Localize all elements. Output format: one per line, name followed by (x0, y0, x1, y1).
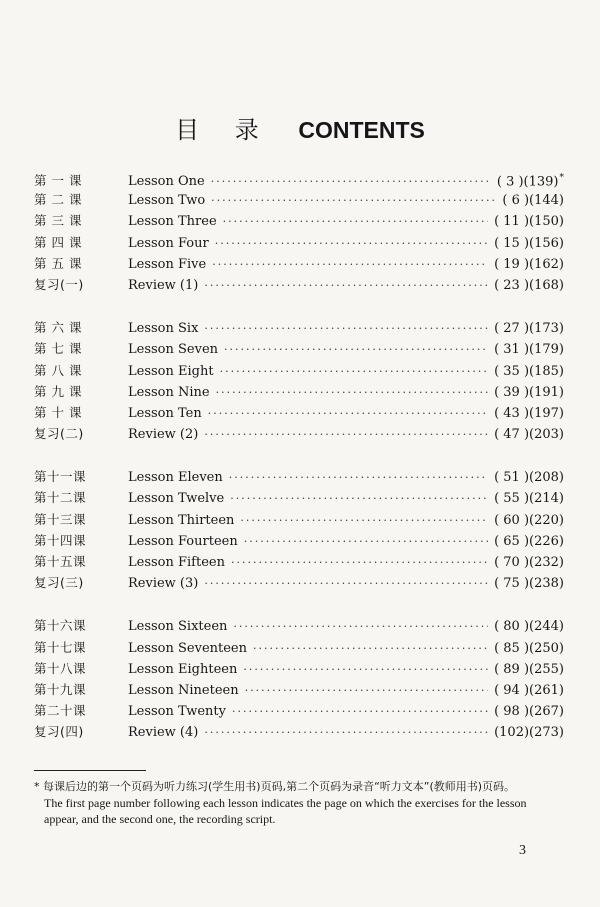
toc-entry[interactable] (34, 551, 564, 572)
dot-leader (211, 190, 496, 211)
toc-group (34, 317, 564, 444)
page-references (494, 211, 564, 232)
lesson-english-label: Lesson Eighteen (128, 661, 238, 677)
page-numbers: ( 15 )(156) (494, 235, 564, 251)
dot-leader (230, 488, 488, 509)
page-references (494, 424, 564, 445)
lesson-english-label: Lesson Three (128, 214, 217, 230)
lesson-chinese-label: 第十一课 (34, 469, 87, 485)
page-references (502, 190, 564, 211)
toc-entry[interactable] (34, 210, 564, 231)
page-numbers: ( 94 )(261) (494, 682, 564, 698)
lesson-english-label: Lesson Nineteen (128, 682, 239, 698)
lesson-chinese-label: 第 七 课 (34, 341, 82, 357)
toc-entry[interactable] (34, 658, 564, 679)
lesson-chinese-label: 复习(一) (34, 276, 84, 292)
page-references (494, 254, 564, 275)
page-numbers: ( 89 )(255) (494, 661, 564, 677)
dot-leader (204, 275, 488, 296)
toc-entry[interactable] (34, 721, 564, 742)
lesson-chinese-label: 复习(三) (34, 575, 84, 591)
toc-entry[interactable] (34, 679, 564, 700)
lesson-english-label: Lesson Five (128, 256, 207, 272)
lesson-english-label: Lesson Seven (128, 342, 219, 358)
lesson-english-label: Lesson Twelve (128, 491, 225, 507)
dot-leader (233, 616, 488, 637)
lesson-english-label: Review (3) (128, 576, 199, 592)
toc-entry[interactable] (34, 700, 564, 721)
title-english: CONTENTS (298, 117, 425, 143)
toc-entry[interactable] (34, 317, 564, 338)
toc-group (34, 615, 564, 742)
page-numbers: ( 80 )(244) (494, 619, 564, 635)
page-references (494, 510, 564, 531)
dot-leader (240, 510, 488, 531)
footnote-english: The first page number following each lesson indicates the page on which the exercises for the lesson appear, and the second one, the recording script. (44, 796, 527, 826)
page-numbers: ( 3 )(139) (496, 174, 559, 190)
lesson-chinese-label: 第十九课 (34, 681, 87, 697)
dot-leader (204, 318, 488, 339)
page-references (494, 318, 564, 339)
dot-leader (204, 573, 488, 594)
dot-leader (220, 361, 489, 382)
toc-entry[interactable] (34, 509, 564, 530)
page-numbers: ( 75 )(238) (494, 576, 564, 592)
dot-leader (229, 467, 488, 488)
lesson-chinese-label: 第十六课 (34, 618, 87, 634)
toc-entry[interactable] (34, 487, 564, 508)
title-chinese: 目 录 (175, 116, 273, 144)
toc-group (34, 168, 564, 295)
page-references (494, 339, 564, 360)
page-numbers: ( 60 )(220) (494, 512, 564, 528)
lesson-english-label: Lesson Two (128, 193, 206, 209)
page-numbers: ( 6 )(144) (502, 193, 564, 209)
page-references (494, 403, 564, 424)
lesson-english-label: Lesson Eleven (128, 470, 223, 486)
page-numbers: ( 35 )(185) (494, 363, 564, 379)
lesson-chinese-label: 第十八课 (34, 660, 87, 676)
toc-entry[interactable] (34, 168, 564, 189)
lesson-chinese-label: 复习(四) (34, 724, 84, 740)
lesson-chinese-label: 第 十 课 (34, 404, 82, 420)
lesson-english-label: Lesson Six (128, 321, 199, 337)
toc-entry[interactable] (34, 253, 564, 274)
dot-leader (223, 211, 488, 232)
lesson-chinese-label: 第 九 课 (34, 383, 82, 399)
lesson-chinese-label: 第十七课 (34, 639, 87, 655)
page-references (494, 233, 564, 254)
page-numbers: ( 11 )(150) (494, 214, 564, 230)
table-of-contents (34, 168, 564, 765)
dot-leader (212, 254, 488, 275)
lesson-chinese-label: 第 二 课 (34, 192, 82, 208)
toc-group (34, 466, 564, 593)
dot-leader (243, 659, 488, 680)
toc-entry[interactable] (34, 572, 564, 593)
dot-leader (215, 233, 488, 254)
footnote-chinese: * 每课后边的第一个页码为听力练习(学生用书)页码,第二个页码为录音“听力文本”(教师用书)页码。 (34, 780, 516, 793)
page-title (0, 110, 600, 145)
footnote-marker: * (559, 173, 564, 183)
lesson-chinese-label: 第十三课 (34, 511, 87, 527)
page-references (494, 488, 564, 509)
dot-leader (204, 424, 488, 445)
lesson-chinese-label: 第二十课 (34, 703, 87, 719)
page-number: 3 (519, 843, 526, 858)
toc-entry[interactable] (34, 423, 564, 444)
lesson-chinese-label: 第 六 课 (34, 320, 82, 336)
page-references (494, 467, 564, 488)
page-numbers: ( 55 )(214) (494, 491, 564, 507)
lesson-chinese-label: 第 八 课 (34, 362, 82, 378)
page-numbers: ( 85 )(250) (494, 640, 564, 656)
dot-leader (232, 701, 488, 722)
toc-entry[interactable] (34, 189, 564, 210)
page-references (494, 701, 564, 722)
page-numbers: (102)(273) (494, 725, 564, 741)
toc-entry[interactable] (34, 381, 564, 402)
lesson-chinese-label: 第十五课 (34, 554, 87, 569)
lesson-chinese-label: 第十二课 (34, 490, 87, 506)
page-references (494, 361, 564, 382)
page-numbers: ( 43 )(197) (494, 405, 564, 421)
lesson-english-label: Lesson Sixteen (128, 619, 228, 635)
toc-entry[interactable] (34, 402, 564, 423)
page-numbers: ( 19 )(162) (494, 256, 564, 272)
lesson-chinese-label: 第 五 课 (34, 255, 82, 271)
toc-entry[interactable] (34, 232, 564, 253)
page-numbers: ( 31 )(179) (494, 342, 564, 358)
lesson-chinese-label: 第十四课 (34, 532, 87, 548)
lesson-english-label: Review (1) (128, 277, 199, 293)
page-numbers: ( 98 )(267) (494, 704, 564, 720)
toc-entry[interactable] (34, 274, 564, 295)
toc-entry[interactable] (34, 530, 564, 551)
lesson-english-label: Review (4) (128, 725, 199, 741)
lesson-english-label: Lesson Twenty (128, 704, 226, 720)
page-references (494, 382, 564, 403)
toc-entry[interactable] (34, 615, 564, 636)
lesson-english-label: Lesson Thirteen (128, 512, 235, 528)
page-references (494, 552, 564, 573)
page-numbers: ( 51 )(208) (494, 470, 564, 486)
lesson-english-label: Lesson Nine (128, 384, 210, 400)
toc-entry[interactable] (34, 466, 564, 487)
page-references (494, 573, 564, 594)
page-references (494, 616, 564, 637)
page-numbers: ( 47 )(203) (494, 427, 564, 443)
page-references (494, 531, 564, 552)
lesson-chinese-label: 第 四 课 (34, 234, 82, 250)
page-references (494, 722, 564, 743)
page-references (494, 638, 564, 659)
dot-leader (204, 722, 488, 743)
lesson-english-label: Review (2) (128, 427, 199, 443)
toc-entry[interactable] (34, 360, 564, 381)
page-numbers: ( 39 )(191) (494, 384, 564, 400)
toc-entry[interactable] (34, 338, 564, 359)
page-numbers: ( 65 )(226) (494, 533, 564, 549)
lesson-english-label: Lesson Eight (128, 363, 214, 379)
page-references (497, 168, 564, 193)
dot-leader (208, 403, 488, 424)
dot-leader (231, 552, 488, 573)
lesson-english-label: Lesson Seventeen (128, 640, 247, 656)
lesson-english-label: Lesson Fourteen (128, 533, 238, 549)
lesson-english-label: Lesson Four (128, 235, 209, 251)
dot-leader (244, 531, 488, 552)
page-numbers: ( 70 )(232) (494, 555, 564, 570)
footnote-rule (34, 770, 146, 771)
dot-leader (224, 339, 488, 360)
dot-leader (245, 680, 488, 701)
dot-leader (216, 382, 488, 403)
page-numbers: ( 27 )(173) (494, 321, 564, 337)
lesson-english-label: Lesson One (128, 174, 205, 190)
lesson-english-label: Lesson Ten (128, 405, 202, 421)
page-references (494, 659, 564, 680)
footnote (34, 778, 554, 827)
page-references (494, 680, 564, 701)
lesson-chinese-label: 第 一 课 (34, 173, 82, 189)
lesson-english-label: Lesson Fifteen (128, 555, 225, 570)
dot-leader (253, 638, 488, 659)
toc-entry[interactable] (34, 637, 564, 658)
lesson-chinese-label: 第 三 课 (34, 213, 82, 229)
page-numbers: ( 23 )(168) (494, 277, 564, 293)
lesson-chinese-label: 复习(二) (34, 426, 84, 442)
page-references (494, 275, 564, 296)
